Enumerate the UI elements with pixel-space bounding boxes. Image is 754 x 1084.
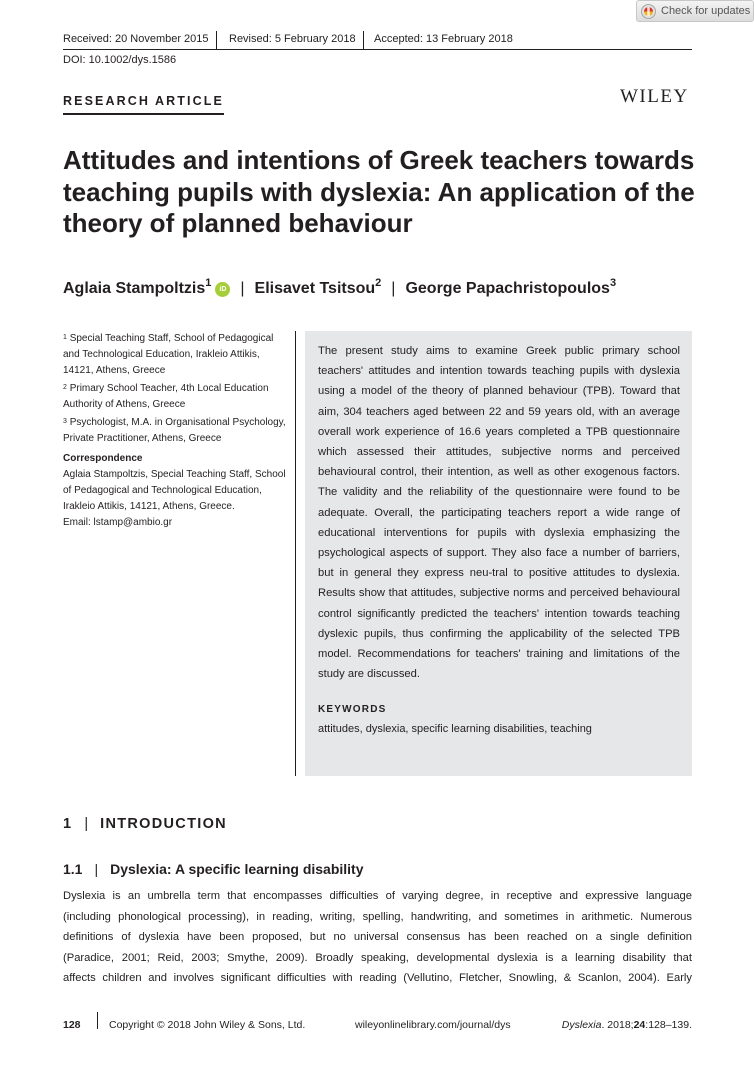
article-title: Attitudes and intentions of Greek teachers towards teaching pupils with dyslexia: An application of the theory of planned behaviour (63, 145, 695, 238)
intro-line: (including phonological processing), in reading, writing, spelling, handwriting, and sometimes in arithmetic. Numerous (63, 910, 692, 923)
doi[interactable]: DOI: 10.1002/dys.1586 (63, 54, 177, 66)
copyright: Copyright © 2018 John Wiley & Sons, Ltd. (109, 1019, 306, 1031)
correspondence-text: Aglaia Stampoltzis, Special Teaching Staff, School of Pedagogical and Technological Education, Irakleio Attikis, 14121, Athens, Greece. (63, 469, 286, 512)
crossmark-icon (641, 4, 656, 19)
intro-line: Dyslexia is an umbrella term that encompasses difficulties of varying degree, in receptive and expressive language (63, 890, 692, 902)
author-name[interactable]: Aglaia Stampoltzis (63, 280, 206, 297)
affiliation-item: $^2$ Primary School Teacher, 4th Local Education Authority of Athens, Greece (63, 383, 269, 410)
check-for-updates-label: Check for updates (661, 5, 751, 17)
journal-citation: Dyslexia. 2018;24:128–139. (561, 1019, 692, 1031)
article-dates (63, 31, 692, 50)
affiliations (63, 331, 291, 533)
intro-paragraph (63, 886, 692, 989)
page-number: 128 (63, 1019, 81, 1031)
publisher-logo: WILEY (620, 86, 689, 107)
author-affiliation-marker: 3 (609, 277, 617, 289)
divider (363, 31, 364, 50)
author-separator: | (240, 280, 245, 297)
author-separator: | (391, 280, 396, 297)
accepted-date: Accepted: 13 February 2018 (374, 33, 513, 45)
column-divider (295, 331, 296, 776)
check-for-updates-button[interactable] (636, 0, 754, 22)
correspondence-heading: Correspondence (63, 453, 143, 464)
author-list (63, 277, 617, 298)
intro-line: definitions of dyslexia have been proposed, but no universal consensus has been reached on a single definition (63, 931, 692, 943)
affiliation-item: $^1$ Special Teaching Staff, School of Pedagogical and Technological Education, Irakleio Attikis, 14121, Athens, Greece (63, 333, 274, 376)
page-footer (63, 1017, 692, 1033)
author-name[interactable]: George Papachristopoulos (405, 280, 610, 297)
affiliation-item: $^3$ Psychologist, M.A. in Organisational Psychology, Private Practitioner, Athens, Greece (63, 417, 286, 444)
keywords-text: attitudes, dyslexia, specific learning disabilities, teaching (318, 723, 592, 736)
abstract-text: The present study aims to examine Greek public primary school teachers' attitudes and intention towards teaching pupils with dyslexia using a model of the theory of planned behaviour (TPB). Toward that aim, 304 teachers aged between 22 and 59 years old, with an average overall work experience of 16.6 years completed a TPB questionnaire which assessed their attitudes, subjective norms and perceived behavioural control, their intention, as well as other exogenous factors. The validity and the reliability of the questionnaire were found to be adequate. Overall, the participating teachers report a wide range of educational interventions for pupils with dyslexia emphasizing the psychological aspects of support. They also face a number of barriers, but in general they express neu-tral to positive attitudes to dyslexia. Results show that attitudes, subjective norms and perceived behavioural control significantly predicted the teachers' intention towards teaching dyslexic pupils, thus confirming the applicability of the selected TPB model. Recommendations for teachers' training and limitations of the study are discussed. (318, 345, 680, 681)
author-name[interactable]: Elisavet Tsitsou (254, 280, 376, 297)
author-affiliation-marker: 1 (205, 277, 212, 289)
subsection-heading: 1.1 | Dyslexia: A specific learning disability (63, 861, 364, 877)
divider (216, 31, 217, 50)
orcid-icon[interactable]: iD (215, 282, 230, 297)
intro-line: (Paradice, 2001; Reid, 2003; Smythe, 2009). Broadly speaking, developmental dyslexia is a learning disability that (63, 951, 692, 964)
intro-line: affects children and involves significant difficulties with reading (Vellutino, Fletcher, Snowling, & Scanlon, 2004). Early (63, 972, 692, 984)
author-affiliation-marker: 2 (375, 277, 382, 289)
abstract-panel (305, 331, 692, 776)
keywords-heading: KEYWORDS (318, 704, 387, 716)
divider (97, 1012, 98, 1029)
journal-url[interactable]: wileyonlinelibrary.com/journal/dys (355, 1019, 511, 1031)
section-heading: 1 | INTRODUCTION (63, 816, 227, 832)
revised-date: Revised: 5 February 2018 (229, 33, 356, 45)
correspondence-email[interactable]: Email: lstamp@ambio.gr (63, 517, 173, 528)
received-date: Received: 20 November 2015 (63, 33, 209, 45)
article-type: RESEARCH ARTICLE (63, 94, 224, 115)
